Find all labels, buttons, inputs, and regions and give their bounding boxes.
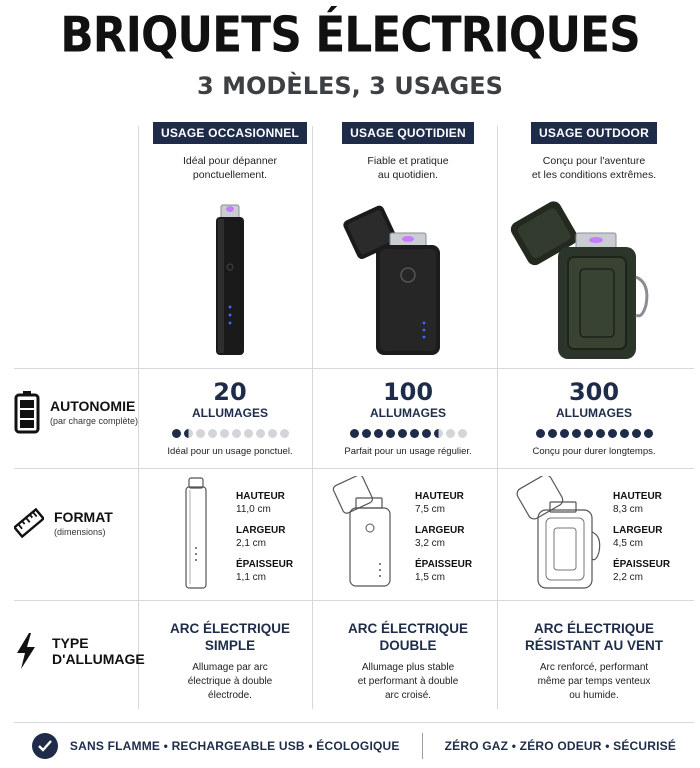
autonomy-dot [256,429,265,438]
autonomy-dot [398,429,407,438]
format-label: FORMAT [54,509,113,525]
autonomy-dot [560,429,569,438]
usage-badge: USAGE OCCASIONNEL [153,122,307,144]
battery-icon [14,390,40,434]
ignition-row-label [14,632,145,670]
autonomy-dot [374,429,383,438]
autonomy-dot [536,429,545,438]
autonomy-dot [446,429,455,438]
arc-type-quotidien: ARC ÉLECTRIQUE DOUBLE [347,621,468,653]
ignition-label-line2: D'ALLUMAGE [52,651,145,667]
autonomy-dot [596,429,605,438]
page-title: BRIQUETS ÉLECTRIQUES [60,6,640,65]
autonomy-dot [196,429,205,438]
arc-desc-outdoor: Arc renforcé, performant même par temps venteux ou humide. [537,662,651,701]
arc-type-occasionnel: ARC ÉLECTRIQUE SIMPLE [169,621,290,653]
arc-type-outdoor: ARC ÉLECTRIQUE RÉSISTANT AU VENT [524,621,663,653]
format-sublabel: (dimensions) [54,527,106,537]
model-occasionnel-header [136,122,324,367]
autonomy-dot [644,429,653,438]
check-icon [32,733,58,759]
autonomy-dot [422,429,431,438]
autonomy-value: 100 [382,378,434,406]
autonomy-dot [184,429,193,438]
autonomy-value: 20 [213,378,247,406]
arc-desc-quotidien: Allumage plus stable et performant à double arc croisé. [357,662,459,701]
autonomy-dot [608,429,617,438]
autonomy-meter [136,429,324,438]
autonomy-unit: ALLUMAGES [192,406,268,420]
outdoor-lighter-image [500,197,688,367]
autonomy-dot [208,429,217,438]
autonomy-dot [386,429,395,438]
dimensions-occasionnel: HAUTEUR 11,0 cm LARGEUR 2,1 cm ÉPAISSEUR 1,1 cm [236,491,294,583]
footer-features-right: ZÉRO GAZ • ZÉRO ODEUR • SÉCURISÉ [444,738,677,753]
autonomy-row-label [14,390,138,434]
autonomy-dot [572,429,581,438]
autonomy-dot [620,429,629,438]
autonomy-dot [244,429,253,438]
autonomy-dot [410,429,419,438]
autonomy-dot [548,429,557,438]
row-divider [14,600,694,601]
arc-desc-occasionnel: Allumage par arc électrique à double électrode. [187,662,273,701]
autonomy-label: AUTONOMIE [50,398,136,414]
autonomy-value: 300 [568,378,620,406]
row-divider [14,468,694,469]
outdoor-lighter-outline [516,476,606,592]
footer-bar [14,722,694,768]
ignition-label-line1: TYPE [52,635,89,651]
autonomy-note: Idéal pour un usage ponctuel. [167,446,293,457]
row-divider [14,368,694,369]
ruler-icon [14,508,44,538]
autonomy-dot [362,429,371,438]
usage-badge: USAGE QUOTIDIEN [342,122,474,144]
flip-lighter-image [314,197,502,367]
autonomy-dot [232,429,241,438]
autonomy-dot [434,429,443,438]
flip-lighter-outline [326,476,406,592]
autonomy-unit: ALLUMAGES [370,406,446,420]
model-quotidien-header [314,122,502,367]
model-description: Conçu pour l'aventure et les conditions extrêmes. [531,155,657,181]
autonomy-dot [268,429,277,438]
dimensions-quotidien: HAUTEUR 7,5 cm LARGEUR 3,2 cm ÉPAISSEUR 1,5 cm [415,491,473,583]
lightning-icon [14,632,38,670]
usage-badge: USAGE OUTDOOR [531,122,657,144]
autonomy-note: Conçu pour durer longtemps. [532,446,656,457]
autonomy-meter [500,429,688,438]
autonomy-meter [314,429,502,438]
model-outdoor-header [500,122,688,367]
autonomy-note: Parfait pour un usage régulier. [344,446,472,457]
format-row-label [14,508,113,538]
autonomy-dot [350,429,359,438]
slim-lighter-image [136,197,324,367]
autonomy-sublabel: (par charge complète) [50,416,139,426]
model-description: Fiable et pratique au quotidien. [367,155,449,181]
footer-divider [422,733,423,759]
autonomy-dot [280,429,289,438]
autonomy-dot [632,429,641,438]
autonomy-dot [458,429,467,438]
autonomy-dot [172,429,181,438]
model-description: Idéal pour dépanner ponctuellement. [183,155,277,181]
dimensions-outdoor: HAUTEUR 8,3 cm LARGEUR 4,5 cm ÉPAISSEUR 2,2 cm [613,491,671,583]
slim-lighter-outline [176,476,216,592]
footer-features-left: SANS FLAMME • RECHARGEABLE USB • ÉCOLOGIQUE [69,738,400,753]
autonomy-unit: ALLUMAGES [556,406,632,420]
autonomy-dot [220,429,229,438]
autonomy-dot [584,429,593,438]
page-subtitle: 3 MODÈLES, 3 USAGES [197,72,503,100]
